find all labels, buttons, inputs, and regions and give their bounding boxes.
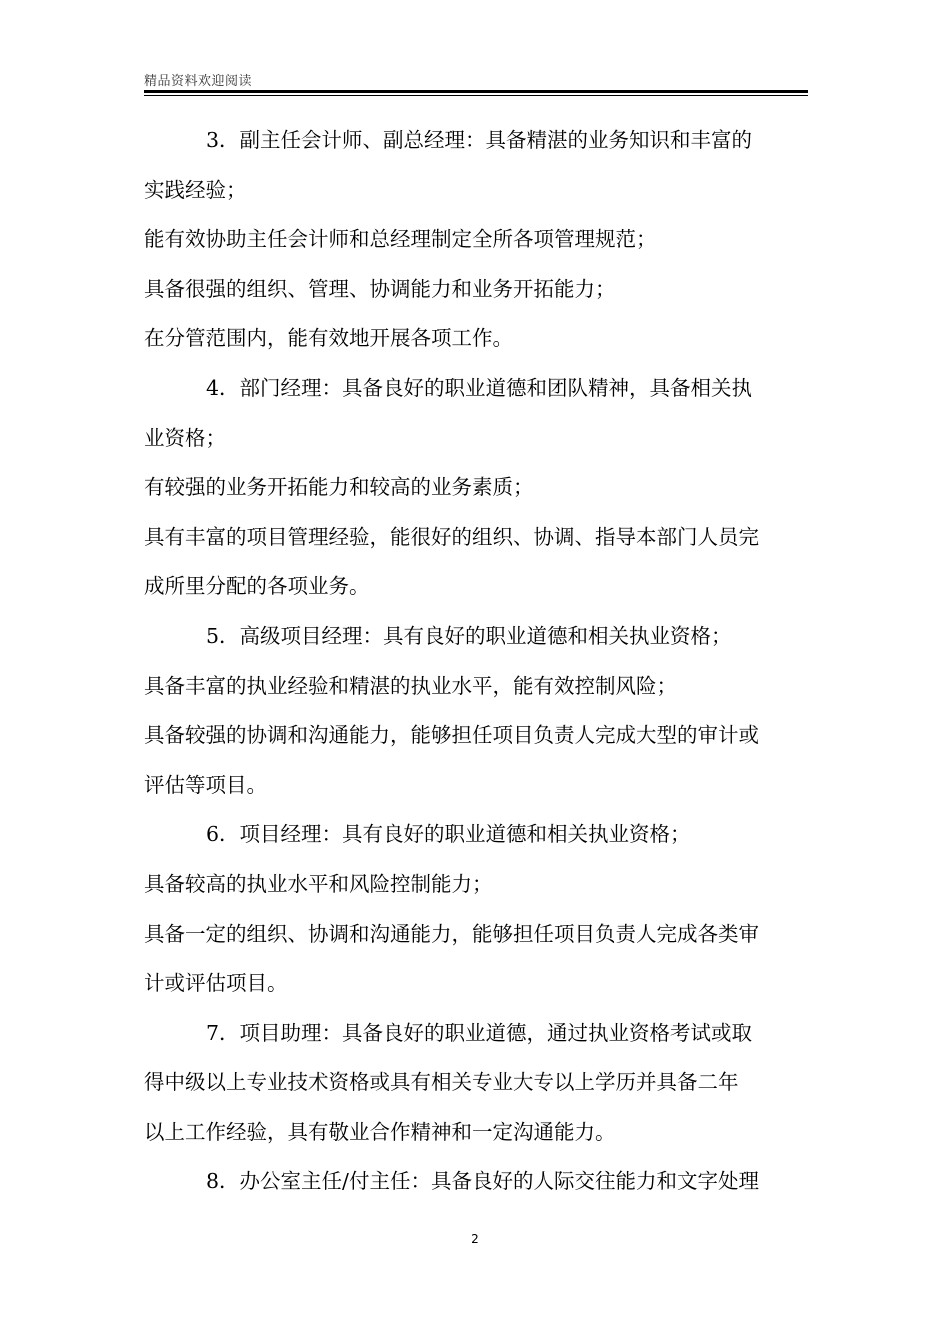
paragraph-line: 得中级以上专业技术资格或具有相关专业大专以上学历并具备二年 [144, 1070, 739, 1095]
paragraph-line: 7．项目助理：具备良好的职业道德，通过执业资格考试或取 [206, 1020, 753, 1045]
document-body [144, 116, 808, 1207]
header-rule [144, 90, 808, 93]
header-rule-secondary [144, 95, 808, 96]
paragraph-line: 业资格； [144, 425, 226, 450]
header-title: 精品资料欢迎阅读 [144, 74, 253, 89]
paragraph-line: 具备一定的组织、协调和沟通能力，能够担任项目负责人完成各类审 [144, 921, 759, 946]
paragraph-line: 具备较高的执业水平和风险控制能力； [144, 871, 493, 896]
paragraph-line: 计或评估项目。 [144, 971, 288, 996]
paragraph-line: 评估等项目。 [144, 772, 267, 797]
paragraph-line: 能有效协助主任会计师和总经理制定全所各项管理规范； [144, 227, 657, 252]
paragraph-line: 4．部门经理：具备良好的职业道德和团队精神，具备相关执 [206, 375, 753, 400]
paragraph-line: 8．办公室主任/付主任：具备良好的人际交往能力和文字处理 [206, 1169, 759, 1194]
paragraph-line: 以上工作经验，具有敬业合作精神和一定沟通能力。 [144, 1119, 616, 1144]
paragraph-line: 具备较强的协调和沟通能力，能够担任项目负责人完成大型的审计或 [144, 723, 759, 748]
paragraph-line: 3．副主任会计师、副总经理：具备精湛的业务知识和丰富的 [206, 128, 753, 152]
paragraph-line: 具备丰富的执业经验和精湛的执业水平，能有效控制风险； [144, 673, 677, 698]
paragraph-line: 在分管范围内，能有效地开展各项工作。 [144, 326, 513, 351]
paragraph-line: 5．高级项目经理：具有良好的职业道德和相关执业资格； [206, 623, 732, 648]
page-header [144, 70, 808, 110]
paragraph-line: 有较强的业务开拓能力和较高的业务素质； [144, 475, 534, 500]
paragraph-line: 6．项目经理：具有良好的职业道德和相关执业资格； [206, 822, 691, 847]
paragraph-line: 实践经验； [144, 177, 247, 202]
paragraph-line: 具有丰富的项目管理经验，能很好的组织、协调、指导本部门人员完 [144, 524, 759, 549]
paragraph-line: 具备很强的组织、管理、协调能力和业务开拓能力； [144, 276, 616, 301]
paragraph-line: 成所里分配的各项业务。 [144, 574, 370, 599]
page-number: 2 [471, 1232, 479, 1246]
